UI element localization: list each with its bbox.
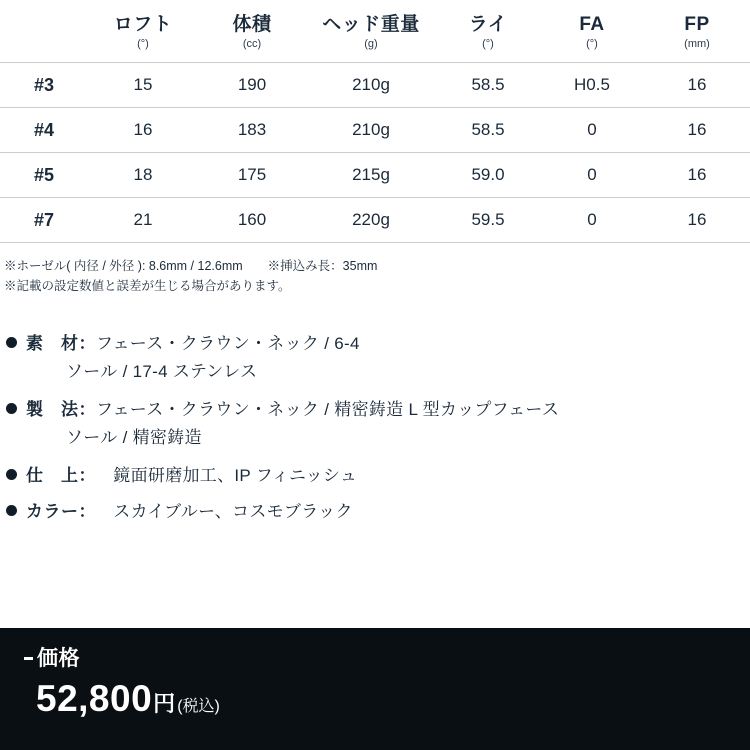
price-amount-row bbox=[24, 678, 750, 720]
cell-model: #3 bbox=[0, 63, 88, 108]
cell-model: #4 bbox=[0, 108, 88, 153]
column-header-loft-unit: (°) bbox=[137, 38, 149, 50]
spec-item-value-second-line: ソール / 精密鋳造 bbox=[66, 428, 202, 447]
cell-head-weight: 215g bbox=[306, 153, 436, 198]
footnotes bbox=[0, 256, 750, 296]
spec-item-first-line bbox=[26, 498, 750, 526]
cell-loft: 15 bbox=[88, 63, 198, 108]
spec-item-value: フェース・クラウン・ネック / 精密鋳造 L 型カップフェース bbox=[96, 400, 560, 419]
spec-item-label: 素 材： bbox=[26, 334, 96, 353]
column-header-lie-unit: (°) bbox=[482, 38, 494, 50]
column-header-head-weight-unit: (g) bbox=[364, 38, 378, 50]
cell-fa: H0.5 bbox=[540, 63, 644, 108]
cell-loft: 16 bbox=[88, 108, 198, 153]
column-header-fp bbox=[644, 0, 750, 63]
price-amount: 52,800 bbox=[36, 678, 153, 719]
material-spec-list bbox=[0, 330, 750, 526]
cell-volume: 160 bbox=[198, 198, 306, 243]
table-header-row bbox=[0, 0, 750, 63]
column-header-fp-label: FP bbox=[684, 14, 710, 35]
spec-table bbox=[0, 0, 750, 243]
cell-fp: 16 bbox=[644, 63, 750, 108]
cell-fa: 0 bbox=[540, 198, 644, 243]
cell-lie: 59.5 bbox=[436, 198, 540, 243]
footnote-hosel: ※ホーゼル( 内径 / 外径 ): 8.6mm / 12.6mm ※挿込み長：35mm bbox=[4, 259, 378, 273]
footnote-tolerance: ※記載の設定数値と誤差が生じる場合があります。 bbox=[4, 279, 291, 293]
cell-head-weight: 220g bbox=[306, 198, 436, 243]
cell-loft: 21 bbox=[88, 198, 198, 243]
spec-item-body bbox=[26, 396, 750, 452]
table-row bbox=[0, 198, 750, 243]
spec-item-body bbox=[26, 462, 750, 490]
cell-lie: 58.5 bbox=[436, 108, 540, 153]
table-row bbox=[0, 63, 750, 108]
column-header-model bbox=[0, 0, 88, 63]
bullet-icon bbox=[6, 337, 17, 348]
cell-model: #7 bbox=[0, 198, 88, 243]
cell-fa: 0 bbox=[540, 108, 644, 153]
spec-item-finish bbox=[6, 462, 750, 490]
column-header-volume-unit: (cc) bbox=[242, 38, 262, 50]
spec-item-body bbox=[26, 498, 750, 526]
column-header-loft bbox=[88, 0, 198, 63]
spec-item-first-line bbox=[26, 396, 750, 424]
cell-fa: 0 bbox=[540, 153, 644, 198]
bullet-icon bbox=[6, 505, 17, 516]
spec-item-value: フェース・クラウン・ネック / 6-4 bbox=[96, 334, 360, 353]
spec-item-value: 鏡面研磨加工、IP フィニッシュ bbox=[96, 466, 358, 485]
column-header-fa-unit: (°) bbox=[586, 38, 598, 50]
cell-fp: 16 bbox=[644, 153, 750, 198]
column-header-volume-label: 体積 bbox=[232, 14, 272, 35]
table-row bbox=[0, 108, 750, 153]
column-header-fp-unit: (mm) bbox=[684, 38, 710, 50]
spec-item-material bbox=[6, 330, 750, 386]
cell-loft: 18 bbox=[88, 153, 198, 198]
table-row bbox=[0, 153, 750, 198]
price-title-row bbox=[24, 642, 750, 672]
column-header-head-weight-label: ヘッド重量 bbox=[322, 14, 420, 35]
spec-item-first-line bbox=[26, 330, 750, 358]
spec-item-label: カラー： bbox=[26, 502, 96, 521]
cell-lie: 58.5 bbox=[436, 63, 540, 108]
price-tax-note: (税込) bbox=[177, 698, 220, 715]
column-header-fa bbox=[540, 0, 644, 63]
cell-fp: 16 bbox=[644, 108, 750, 153]
spec-item-value: スカイブルー、コスモブラック bbox=[96, 502, 353, 521]
price-currency: 円 bbox=[153, 691, 176, 716]
cell-volume: 175 bbox=[198, 153, 306, 198]
cell-model: #5 bbox=[0, 153, 88, 198]
column-header-volume bbox=[198, 0, 306, 63]
cell-head-weight: 210g bbox=[306, 63, 436, 108]
spec-item-label: 仕 上： bbox=[26, 466, 96, 485]
dash-icon bbox=[24, 657, 33, 660]
price-title: 価格 bbox=[37, 647, 80, 670]
cell-volume: 183 bbox=[198, 108, 306, 153]
cell-head-weight: 210g bbox=[306, 108, 436, 153]
spec-item-color bbox=[6, 498, 750, 526]
price-banner bbox=[0, 628, 750, 750]
column-header-fa-label: FA bbox=[579, 14, 605, 35]
column-header-lie bbox=[436, 0, 540, 63]
spec-item-value-second-line: ソール / 17-4 ステンレス bbox=[66, 362, 258, 381]
column-header-lie-label: ライ bbox=[468, 14, 508, 35]
cell-fp: 16 bbox=[644, 198, 750, 243]
spec-table-header bbox=[0, 0, 750, 63]
cell-lie: 59.0 bbox=[436, 153, 540, 198]
bullet-icon bbox=[6, 469, 17, 480]
spec-item-first-line bbox=[26, 462, 750, 490]
column-header-head-weight bbox=[306, 0, 436, 63]
spec-table-body bbox=[0, 63, 750, 243]
bullet-icon bbox=[6, 403, 17, 414]
cell-volume: 190 bbox=[198, 63, 306, 108]
column-header-loft-label: ロフト bbox=[113, 14, 173, 35]
spec-item-body bbox=[26, 330, 750, 386]
spec-item-construction bbox=[6, 396, 750, 452]
spec-item-label: 製 法： bbox=[26, 400, 96, 419]
